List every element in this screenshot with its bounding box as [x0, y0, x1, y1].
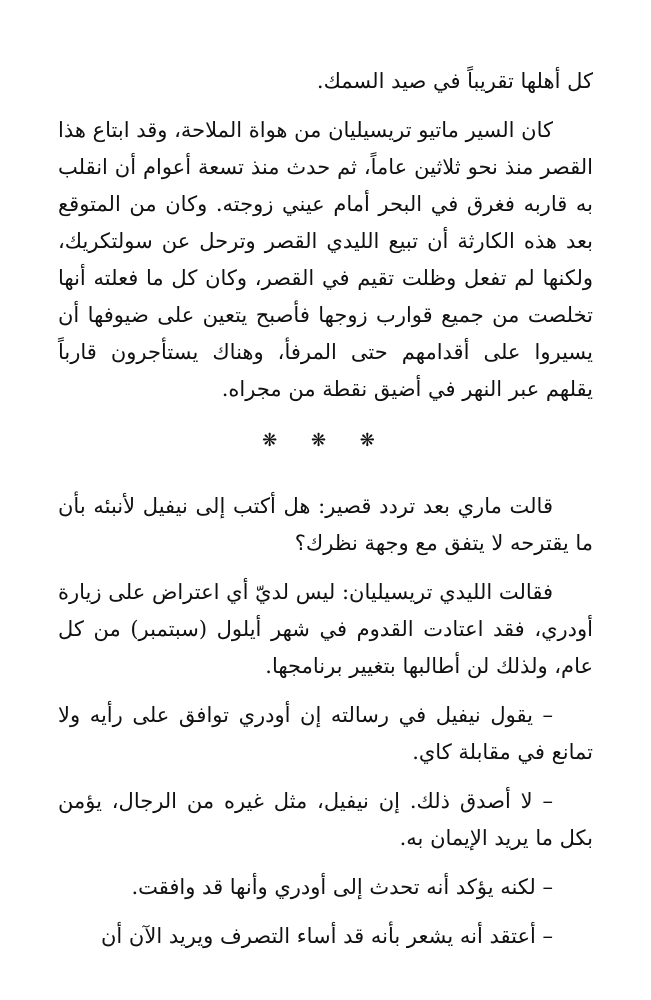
- paragraph-1: كل أهلها تقريباً في صيد السمك.: [316, 69, 593, 93]
- paragraph-5: – يقول نيفيل في رسالته إن أودري توافق على رأيه ولا تمانع في مقابلة كاي.: [58, 703, 593, 764]
- section-separator: ❋ ❋ ❋: [262, 430, 389, 451]
- paragraph-4: فقالت الليدي تريسيليان: ليس لديّ أي اعتراض على زيارة أودري، فقد اعتادت القدوم في شهر أيلول (سبتمبر) من كل عام، ولذلك لن أطالبها بتغيير برنامجها.: [58, 580, 593, 678]
- paragraph-6: – لا أصدق ذلك. إن نيفيل، مثل غيره من الرجال، يؤمن بكل ما يريد الإيمان به.: [58, 789, 593, 850]
- paragraph-7: – لكنه يؤكد أنه تحدث إلى أودري وأنها قد وافقت.: [131, 875, 553, 899]
- paragraph-3: قالت ماري بعد تردد قصير: هل أكتب إلى نيفيل لأنبئه بأن ما يقترحه لا يتفق مع وجهة نظرك؟: [58, 494, 593, 555]
- paragraph-2: كان السير ماتيو تريسيليان من هواة الملاحة، وقد ابتاع هذا القصر منذ نحو ثلاثين عاماً، ثم حدث منذ تسعة أعوام أن انقلب به قاربه فغرق في البحر أمام عيني زوجته. وكان من المتوقع بعد هذه الكارثة أن تبيع الليدي القصر وترحل عن سولتكريك، ولكنها لم تفعل وظلت تقيم في القصر، وكان كل ما فعلته أنها تخلصت من جميع قوارب زوجها فأصبح يتعين على ضيوفها أن يسيروا على أقدامهم حتى المرفأ، وهناك يستأجرون قارباً يقلهم عبر النهر في أضيق نقطة من مجراه.: [58, 118, 593, 401]
- book-page: [58, 0, 593, 1000]
- paragraph-8: – أعتقد أنه يشعر بأنه قد أساء التصرف ويريد الآن أن: [100, 924, 553, 948]
